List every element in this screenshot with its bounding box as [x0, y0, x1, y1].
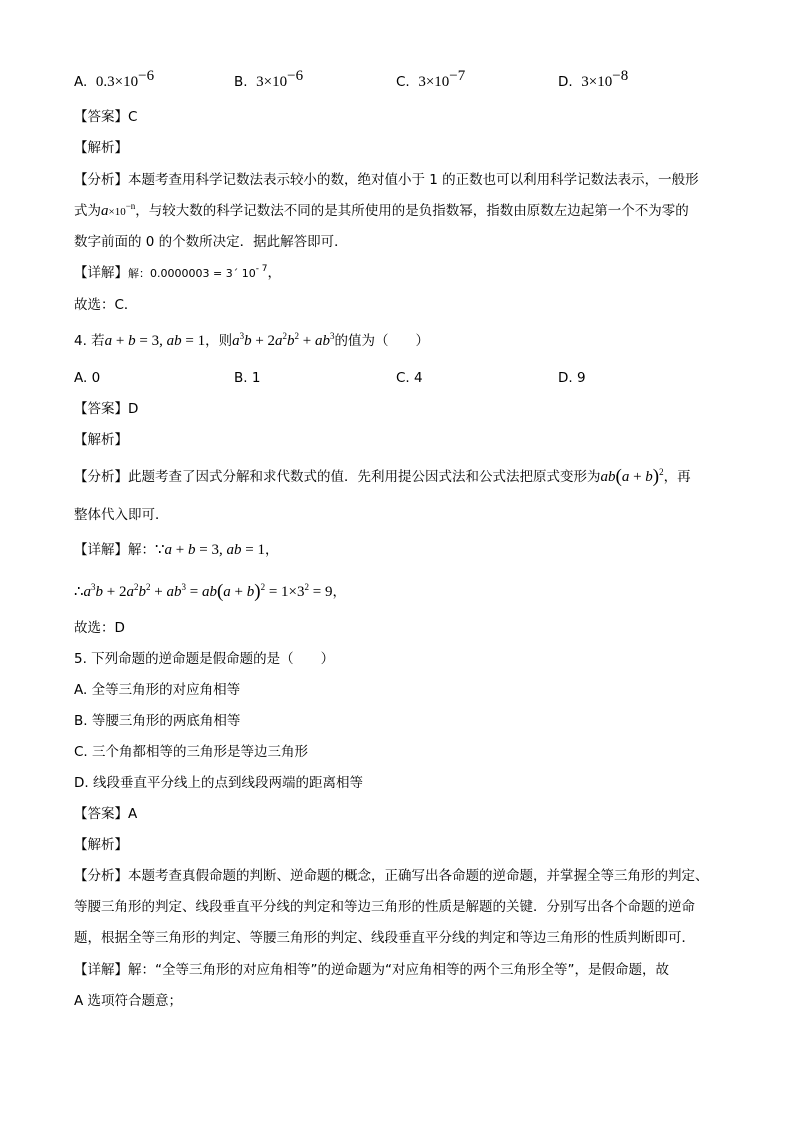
q4-choose: 故选：D — [74, 620, 125, 636]
q3-detail: 【详解】解：0.0000003 = 3´ $10^{- 7}$， — [74, 264, 282, 281]
q5-analysis-line-3: 题，根据全等三角形的判定、等腰三角形的判定、线段垂直平分线的判定和等边三角形的性质判断即可． — [74, 930, 695, 946]
q5-analysis-heading: 【解析】 — [74, 837, 128, 853]
q5-option-b: B. 等腰三角形的两底角相等 — [74, 713, 241, 729]
q5-analysis-line-1: 【分析】本题考查真假命题的判断、逆命题的概念，正确写出各命题的逆命题，并掌握全等三角形的判定、 — [74, 868, 709, 884]
q4-option-d: D. 9 — [558, 370, 586, 386]
q4-therefore: $\therefore a^3b + 2a^2b^2 + ab^3 = ab(a + b)^2 = 1\times 3^2 = 9$， — [74, 581, 346, 602]
q4-analysis-line-2: 整体代入即可． — [74, 507, 169, 523]
q5-analysis-line-2: 等腰三角形的判定、线段垂直平分线的判定和等边三角形的性质是解题的关键．分别写出各个命题的逆命 — [74, 899, 695, 915]
q5-detail-line-1: 【详解】解：“全等三角形的对应角相等”的逆命题为“对应角相等的两个三角形全等”，是假命题，故 — [74, 962, 669, 978]
q3-answer: 【答案】C — [74, 109, 138, 125]
q3-option-a: A. $0.3\times 10^{-6}$ — [74, 68, 155, 90]
q5-answer: 【答案】A — [74, 806, 138, 822]
q4-stem: 4. 若a + b = 3, ab = 1，则$a^3b + 2a^2b^2 + ab^3$的值为（ ） — [74, 331, 430, 349]
q3-choose: 故选：C． — [74, 297, 138, 313]
q3-option-c: C. $3\times 10^{-7}$ — [396, 68, 466, 90]
q5-option-a: A. 全等三角形的对应角相等 — [74, 682, 241, 698]
q4-analysis-heading: 【解析】 — [74, 432, 128, 448]
q4-option-a: A. 0 — [74, 370, 101, 386]
q4-detail: 【详解】解：∵a + b = 3, ab = 1， — [74, 542, 279, 558]
q4-option-c: C. 4 — [396, 370, 423, 386]
q3-analysis-line-2: 式为$a\times 10^{-n}$，与较大数的科学记数法不同的是其所使用的是负指数幂，指数由原数左边起第一个不为零的 — [74, 201, 689, 219]
q3-option-d: D. $3\times 10^{-8}$ — [558, 68, 629, 90]
q4-option-b: B. 1 — [234, 370, 261, 386]
q5-option-c: C. 三个角都相等的三角形是等边三角形 — [74, 744, 309, 760]
q3-analysis-heading: 【解析】 — [74, 140, 128, 156]
q4-answer: 【答案】D — [74, 401, 139, 417]
q5-stem: 5. 下列命题的逆命题是假命题的是（ ） — [74, 651, 335, 667]
q3-option-b: B. $3\times 10^{-6}$ — [234, 68, 304, 90]
q3-analysis-line-3: 数字前面的 0 的个数所决定．据此解答即可． — [74, 234, 348, 250]
q5-detail-line-2: A 选项符合题意； — [74, 993, 183, 1009]
q4-analysis-line-1: 【分析】此题考查了因式分解和求代数式的值．先利用提公因式法和公式法把原式变形为$ab(a + b)^2$，再 — [74, 466, 691, 487]
q3-analysis-line-1: 【分析】本题考查用科学记数法表示较小的数，绝对值小于 1 的正数也可以利用科学记数法表示，一般形 — [74, 172, 699, 188]
q5-option-d: D. 线段垂直平分线上的点到线段两端的距离相等 — [74, 775, 363, 791]
